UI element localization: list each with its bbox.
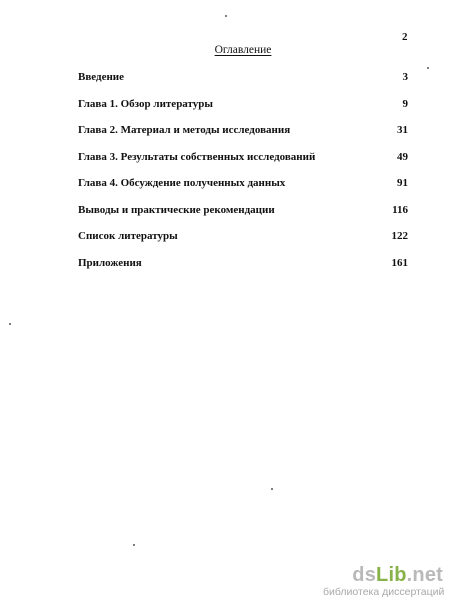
page-number: 2 (402, 31, 408, 43)
toc-entry-chapter-3 (78, 151, 408, 178)
watermark-brand-lib: Lib (376, 564, 407, 586)
toc-entry-label: Глава 3. Результаты собственных исследований (78, 150, 316, 163)
watermark-logo (323, 564, 443, 586)
scan-speck (9, 323, 11, 325)
toc-entry-page: 49 (397, 150, 408, 163)
toc-entry-label: Выводы и практические рекомендации (78, 203, 275, 216)
toc-entry-label: Глава 1. Обзор литературы (78, 97, 213, 110)
toc-entry-page: 9 (402, 97, 408, 110)
toc-entry-page: 31 (397, 124, 408, 136)
toc-entry-page: 116 (392, 203, 408, 216)
scan-speck (225, 15, 227, 17)
scan-speck (271, 488, 273, 490)
toc-entry-page: 91 (397, 177, 408, 189)
toc-entry-chapter-1 (78, 98, 408, 125)
toc-entry-label: Введение (78, 71, 125, 83)
toc-entry-conclusions (78, 204, 408, 231)
toc-entry-label: Глава 4. Обсуждение полученных данных (78, 177, 286, 189)
watermark-brand-net: .net (406, 564, 443, 586)
toc-entry-label: Приложения (78, 256, 142, 269)
toc-entry-chapter-2 (78, 124, 408, 151)
toc-list (78, 71, 408, 283)
toc-entry-page: 122 (391, 230, 408, 242)
watermark-subtitle: библиотека диссертаций (323, 586, 445, 598)
toc-entry-page: 161 (391, 256, 408, 269)
toc-title: Оглавление (214, 44, 272, 56)
scan-speck (427, 67, 429, 69)
toc-entry-label: Глава 2. Материал и методы исследования (78, 124, 291, 136)
watermark-brand-ds: ds (352, 564, 377, 586)
toc-entry-introduction (78, 71, 408, 98)
toc-entry-chapter-4 (78, 177, 408, 204)
toc-entry-label: Список литературы (78, 230, 178, 242)
toc-entry-appendices (78, 257, 408, 284)
dslib-watermark (323, 564, 443, 599)
scan-speck (133, 544, 135, 546)
toc-entry-page: 3 (402, 71, 408, 83)
toc-entry-references (78, 230, 408, 257)
